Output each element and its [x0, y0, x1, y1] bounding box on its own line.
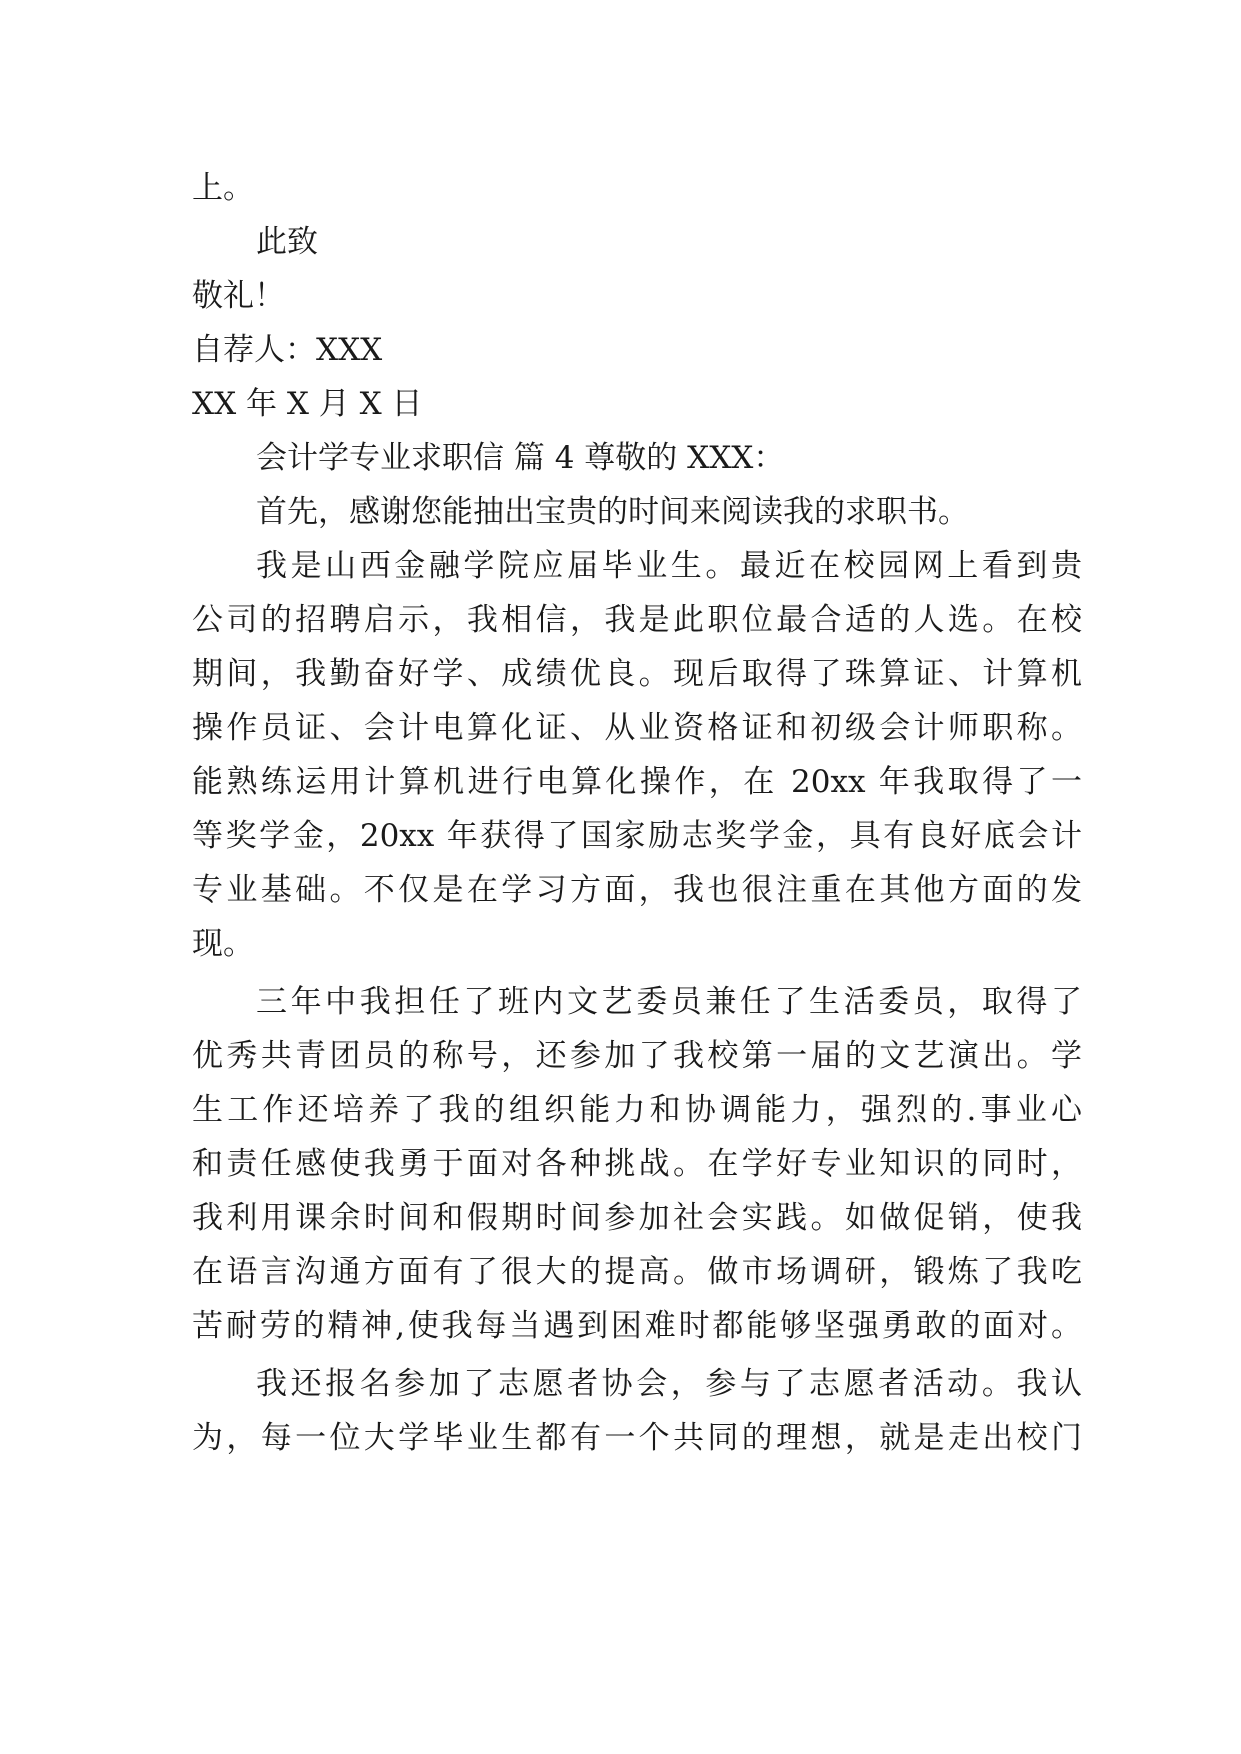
text-line: 专业基础。不仅是在学习方面，我也很注重在其他方面的发 [192, 872, 1082, 908]
text-line: 在语言沟通方面有了很大的提高。做市场调研，锻炼了我吃 [192, 1254, 1082, 1290]
text-line: 能熟练运用计算机进行电算化操作，在 20xx 年我取得了一 [192, 764, 1082, 800]
text-line: 和责任感使我勇于面对各种挑战。在学好专业知识的同时， [192, 1146, 1082, 1182]
signature-line: 自荐人：XXX [192, 332, 383, 368]
text-line: 公司的招聘启示，我相信，我是此职位最合适的人选。在校 [192, 602, 1082, 638]
text-line: 上。 [192, 170, 254, 206]
text-line: 我还报名参加了志愿者协会，参与了志愿者活动。我认 [256, 1366, 1082, 1402]
text-line: 等奖学金，20xx 年获得了国家励志奖学金，具有良好底会计 [192, 818, 1082, 854]
text-line: 优秀共青团员的称号，还参加了我校第一届的文艺演出。学 [192, 1038, 1082, 1074]
text-line: 期间，我勤奋好学、成绩优良。现后取得了珠算证、计算机 [192, 656, 1082, 692]
section-heading: 会计学专业求职信 篇 4 尊敬的 XXX： [256, 440, 785, 476]
text-line: 现。 [192, 926, 254, 962]
text-line: 为，每一位大学毕业生都有一个共同的理想，就是走出校门 [192, 1420, 1082, 1456]
closing-phrase: 此致 [256, 224, 318, 260]
salutation-closing: 敬礼！ [192, 278, 285, 314]
text-line: 三年中我担任了班内文艺委员兼任了生活委员，取得了 [256, 984, 1082, 1020]
letter-body [192, 161, 1082, 1465]
text-line: 苦耐劳的精神,使我每当遇到困难时都能够坚强勇敢的面对。 [192, 1308, 1082, 1344]
text-line: 我是山西金融学院应届毕业生。最近在校园网上看到贵 [256, 548, 1082, 584]
text-line: 生工作还培养了我的组织能力和协调能力，强烈的.事业心 [192, 1092, 1082, 1128]
date-line: XX 年 X 月 X 日 [192, 386, 423, 422]
text-line: 首先，感谢您能抽出宝贵的时间来阅读我的求职书。 [256, 494, 969, 530]
text-line: 操作员证、会计电算化证、从业资格证和初级会计师职称。 [192, 710, 1082, 746]
text-line: 我利用课余时间和假期时间参加社会实践。如做促销，使我 [192, 1200, 1082, 1236]
